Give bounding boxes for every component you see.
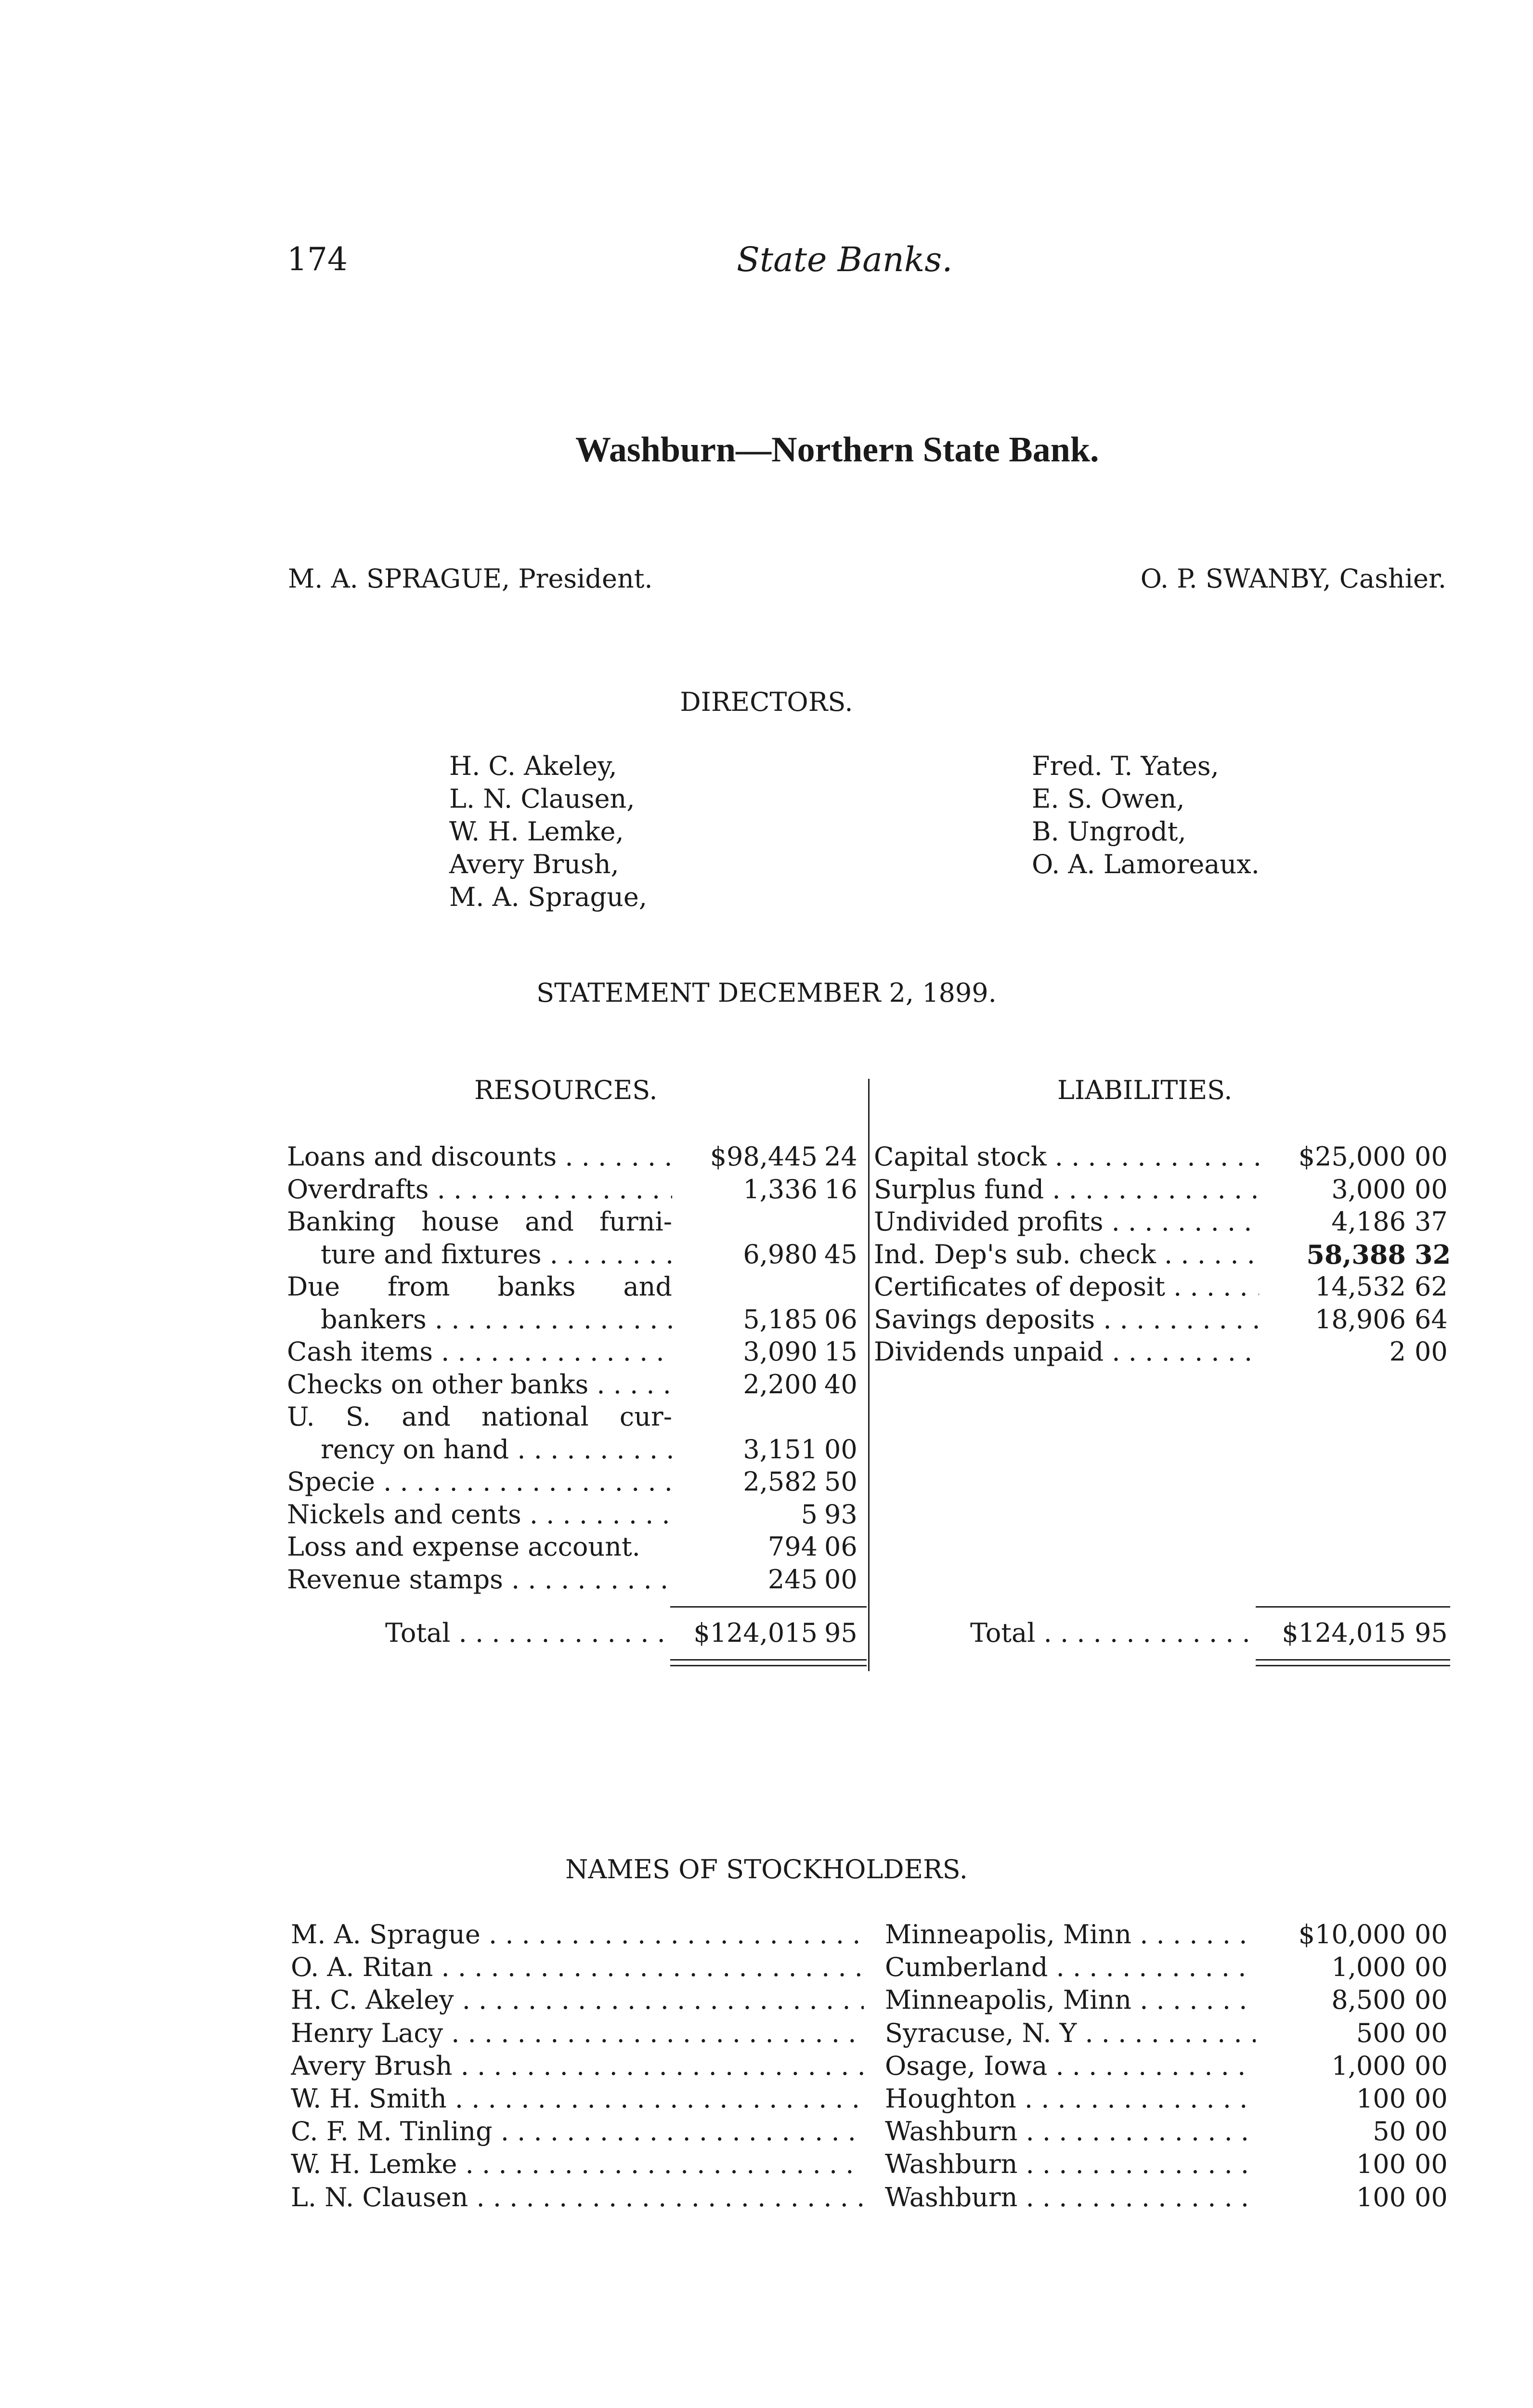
stockholder-name: O. A. Ritan . . . <box>291 1951 864 1984</box>
resource-amount-dollars: 2,582 <box>743 1466 818 1497</box>
liability-label: Certificates of deposit . . . <box>874 1270 1259 1303</box>
double-rule <box>670 1659 867 1661</box>
director-name: Fred. T. Yates, <box>1032 751 1219 781</box>
liability-amount-cents: 00 <box>1415 1141 1448 1172</box>
liabilities-total-cents: 95 <box>1415 1618 1448 1648</box>
stockholder-name: L. N. Clausen . . . <box>291 2181 864 2214</box>
liability-amount-cents: 32 <box>1415 1239 1451 1270</box>
resource-amount-cents: 00 <box>824 1434 857 1465</box>
resource-amount-cents: 45 <box>824 1239 857 1269</box>
resource-amount-cents: 16 <box>824 1174 857 1204</box>
resource-label: Specie . . . <box>287 1466 672 1498</box>
liability-amount-cents: 37 <box>1415 1206 1448 1237</box>
stockholders-heading: NAMES OF STOCKHOLDERS. <box>565 1854 968 1885</box>
liability-label: Surplus fund . . . <box>874 1173 1259 1206</box>
director-name: H. C. Akeley, <box>449 751 617 781</box>
stockholder-shares-cents: 00 <box>1415 2149 1448 2180</box>
cashier-line: O. P. SWANBY, Cashier. <box>1140 563 1446 594</box>
stockholder-shares-cents: 00 <box>1415 1985 1448 2015</box>
stockholder-shares-dollars: 100 <box>1356 2149 1406 2180</box>
statement-heading: STATEMENT DECEMBER 2, 1899. <box>536 978 997 1008</box>
resources-total-cents: 95 <box>824 1618 857 1648</box>
resource-label: bankers . . . <box>287 1303 672 1336</box>
stockholder-shares-dollars: 1,000 <box>1331 1952 1406 1983</box>
resource-label: Loans and discounts . . . <box>287 1140 672 1173</box>
resource-label: Banking house and furni- <box>287 1206 672 1237</box>
double-rule <box>1256 1665 1450 1666</box>
bank-title: Washburn—Northern State Bank. <box>575 430 1099 470</box>
stockholder-shares-dollars: 500 <box>1356 2017 1406 2048</box>
liability-amount-dollars: $25,000 <box>1298 1141 1406 1172</box>
stockholder-residence: Houghton . . . <box>885 2082 1256 2115</box>
stockholder-shares-cents: 00 <box>1415 2182 1448 2212</box>
stockholder-shares-dollars: 8,500 <box>1331 1985 1406 2015</box>
column-divider <box>868 1079 870 1671</box>
director-name: Avery Brush, <box>449 849 619 879</box>
liability-amount-cents: 62 <box>1415 1271 1448 1302</box>
page-number: 174 <box>287 241 348 278</box>
liabilities-heading: LIABILITIES. <box>1057 1075 1233 1105</box>
resource-amount-cents: 40 <box>824 1369 857 1400</box>
resource-amount-dollars: 3,090 <box>743 1336 818 1367</box>
directors-heading: DIRECTORS. <box>680 687 853 717</box>
resources-total-label: Total . . . <box>385 1617 674 1649</box>
liability-amount-dollars: 58,388 <box>1306 1239 1406 1270</box>
director-name: E. S. Owen, <box>1032 784 1185 814</box>
total-rule <box>670 1606 867 1608</box>
stockholder-name: Avery Brush . . . <box>291 2050 864 2082</box>
stockholder-name: Henry Lacy . . . <box>291 2017 864 2050</box>
liability-amount-dollars: 4,186 <box>1331 1206 1406 1237</box>
stockholder-name: C. F. M. Tinling . . . <box>291 2115 864 2148</box>
stockholder-shares-cents: 00 <box>1415 2050 1448 2081</box>
president-line: M. A. SPRAGUE, President. <box>288 563 653 594</box>
liability-label: Ind. Dep's sub. check . . . <box>874 1238 1259 1271</box>
total-rule <box>1256 1606 1450 1608</box>
stockholder-residence: Washburn . . . <box>885 2181 1256 2214</box>
resource-label: Cash items . . . <box>287 1335 672 1368</box>
resource-amount-dollars: 794 <box>767 1531 818 1562</box>
resource-label: Loss and expense account. <box>287 1531 640 1562</box>
resource-label: U. S. and national cur- <box>287 1401 672 1432</box>
resource-label: ture and fixtures . . . <box>287 1238 672 1271</box>
stockholder-shares-dollars: 50 <box>1373 2116 1406 2147</box>
liability-amount-dollars: 3,000 <box>1331 1174 1406 1204</box>
resource-amount-dollars: 3,151 <box>743 1434 818 1465</box>
director-name: W. H. Lemke, <box>449 816 624 847</box>
liability-amount-dollars: 18,906 <box>1315 1304 1406 1335</box>
resource-amount-cents: 06 <box>824 1304 857 1335</box>
stockholder-shares-dollars: 100 <box>1356 2182 1406 2212</box>
stockholder-shares-cents: 00 <box>1415 1919 1448 1950</box>
resource-amount-cents: 24 <box>824 1141 857 1172</box>
director-name: L. N. Clausen, <box>449 784 635 814</box>
resource-amount-cents: 06 <box>824 1531 857 1562</box>
liabilities-total-label: Total . . . <box>970 1617 1259 1649</box>
stockholder-name: W. H. Smith . . . <box>291 2082 864 2115</box>
resource-amount-cents: 50 <box>824 1466 857 1497</box>
stockholder-shares-dollars: $10,000 <box>1298 1919 1406 1950</box>
stockholder-residence: Minneapolis, Minn . . . <box>885 1984 1256 2016</box>
resource-label: Due from banks and <box>287 1271 672 1302</box>
director-name: O. A. Lamoreaux. <box>1032 849 1260 879</box>
stockholder-shares-cents: 00 <box>1415 2017 1448 2048</box>
stockholder-residence: Minneapolis, Minn . . . <box>885 1918 1256 1951</box>
resource-amount-cents: 93 <box>824 1499 857 1530</box>
double-rule <box>670 1665 867 1666</box>
directors-left-column <box>449 750 647 914</box>
resource-label: Revenue stamps . . . <box>287 1563 672 1596</box>
resources-heading: RESOURCES. <box>474 1075 658 1105</box>
resources-total-dollars: $124,015 <box>693 1618 818 1648</box>
stockholder-shares-cents: 00 <box>1415 1952 1448 1983</box>
liability-amount-dollars: 2 <box>1389 1336 1406 1367</box>
stockholder-residence: Syracuse, N. Y . . . <box>885 2017 1256 2050</box>
resource-amount-dollars: 2,200 <box>743 1369 818 1400</box>
stockholder-residence: Washburn . . . <box>885 2115 1256 2148</box>
director-name: M. A. Sprague, <box>449 882 647 912</box>
liability-label: Capital stock . . . <box>874 1140 1259 1173</box>
liability-amount-cents: 00 <box>1415 1174 1448 1204</box>
liability-label: Savings deposits . . . <box>874 1303 1259 1336</box>
resource-label: Overdrafts . . . <box>287 1173 672 1206</box>
stockholder-shares-dollars: 100 <box>1356 2083 1406 2114</box>
resource-amount-dollars: 5,185 <box>743 1304 818 1335</box>
liability-label: Dividends unpaid . . . <box>874 1335 1259 1368</box>
director-name: B. Ungrodt, <box>1032 816 1186 847</box>
directors-right-column <box>1032 750 1260 881</box>
resource-amount-dollars: 245 <box>767 1564 818 1595</box>
resource-amount-cents: 00 <box>824 1564 857 1595</box>
liability-amount-dollars: 14,532 <box>1315 1271 1406 1302</box>
stockholder-name: W. H. Lemke . . . <box>291 2148 864 2181</box>
liabilities-total-dollars: $124,015 <box>1282 1618 1406 1648</box>
double-rule <box>1256 1659 1450 1661</box>
resource-amount-cents: 15 <box>824 1336 857 1367</box>
stockholder-name: M. A. Sprague . . . <box>291 1918 864 1951</box>
liability-amount-cents: 00 <box>1415 1336 1448 1367</box>
stockholder-residence: Osage, Iowa . . . <box>885 2050 1256 2082</box>
stockholder-shares-dollars: 1,000 <box>1331 2050 1406 2081</box>
stockholder-shares-cents: 00 <box>1415 2083 1448 2114</box>
resource-amount-dollars: 6,980 <box>743 1239 818 1269</box>
resource-label: rency on hand . . . <box>287 1433 672 1466</box>
stockholder-shares-cents: 00 <box>1415 2116 1448 2147</box>
resource-amount-dollars: 5 <box>801 1499 818 1530</box>
liability-amount-cents: 64 <box>1415 1304 1448 1335</box>
resource-label: Checks on other banks . . . <box>287 1368 672 1401</box>
resource-label: Nickels and cents . . . <box>287 1498 672 1531</box>
liability-label: Undivided profits . . . <box>874 1205 1259 1238</box>
resource-amount-dollars: $98,445 <box>710 1141 818 1172</box>
stockholder-name: H. C. Akeley . . . <box>291 1984 864 2016</box>
stockholder-residence: Washburn . . . <box>885 2148 1256 2181</box>
stockholder-residence: Cumberland . . . <box>885 1951 1256 1984</box>
running-head: State Banks. <box>737 240 953 279</box>
resource-amount-dollars: 1,336 <box>743 1174 818 1204</box>
